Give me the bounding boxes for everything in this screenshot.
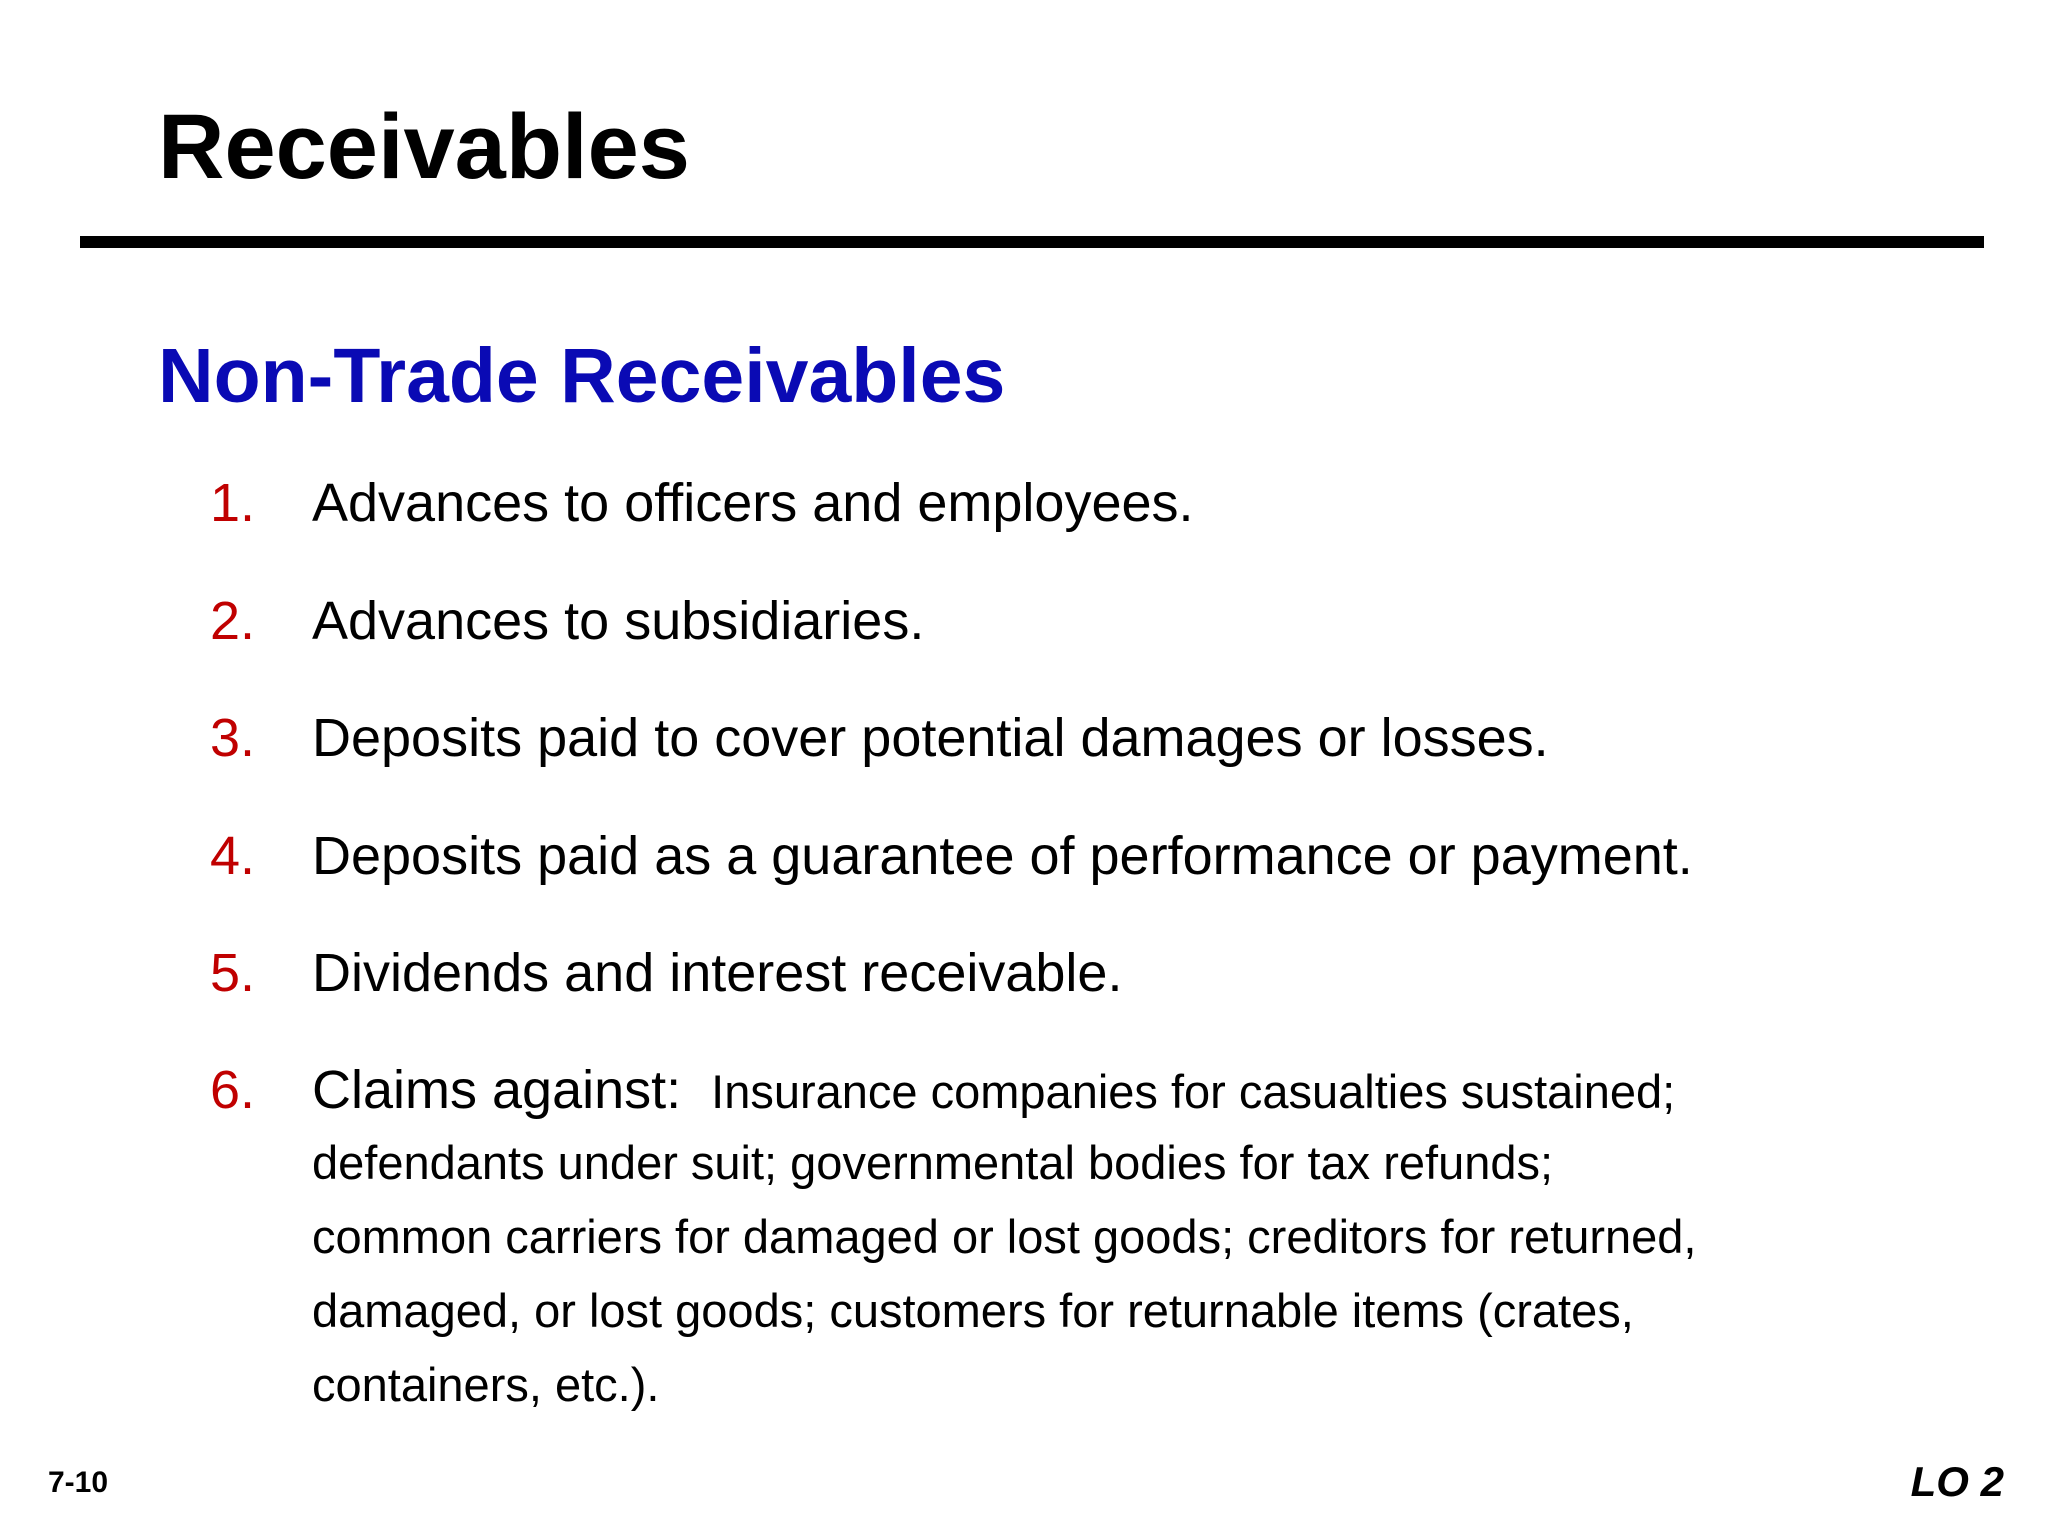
list-item-text xyxy=(312,1059,1675,1121)
list-item-number: 6. xyxy=(210,1060,256,1120)
list-item-number: 5. xyxy=(210,943,256,1003)
title-divider xyxy=(80,236,1984,248)
claims-first-line: Insurance companies for casualties sustained; xyxy=(711,1065,1676,1118)
list-item-text: Advances to officers and employees. xyxy=(312,473,1194,533)
list-item-text: Deposits paid to cover potential damages or losses. xyxy=(312,708,1549,768)
list-item-number: 2. xyxy=(210,591,256,651)
list-item-text: Advances to subsidiaries. xyxy=(312,591,925,651)
slide-title: Receivables xyxy=(158,96,690,198)
section-heading: Non-Trade Receivables xyxy=(158,333,1006,419)
slide-number: 7-10 xyxy=(48,1466,109,1499)
learning-objective: LO 2 xyxy=(1910,1458,2004,1505)
list-item-number: 3. xyxy=(210,708,256,768)
list-item-text: Dividends and interest receivable. xyxy=(312,943,1123,1003)
list-item-text: Deposits paid as a guarantee of performance or payment. xyxy=(312,826,1693,886)
claims-line: containers, etc.). xyxy=(312,1358,660,1411)
claims-line: defendants under suit; governmental bodies for tax refunds; xyxy=(312,1136,1554,1189)
claims-line: damaged, or lost goods; customers for returnable items (crates, xyxy=(312,1284,1634,1337)
list-item-number: 1. xyxy=(210,473,256,533)
claims-line: common carriers for damaged or lost goods; creditors for returned, xyxy=(312,1210,1697,1263)
list-item-number: 4. xyxy=(210,826,256,886)
claims-lead: Claims against: xyxy=(312,1060,682,1120)
